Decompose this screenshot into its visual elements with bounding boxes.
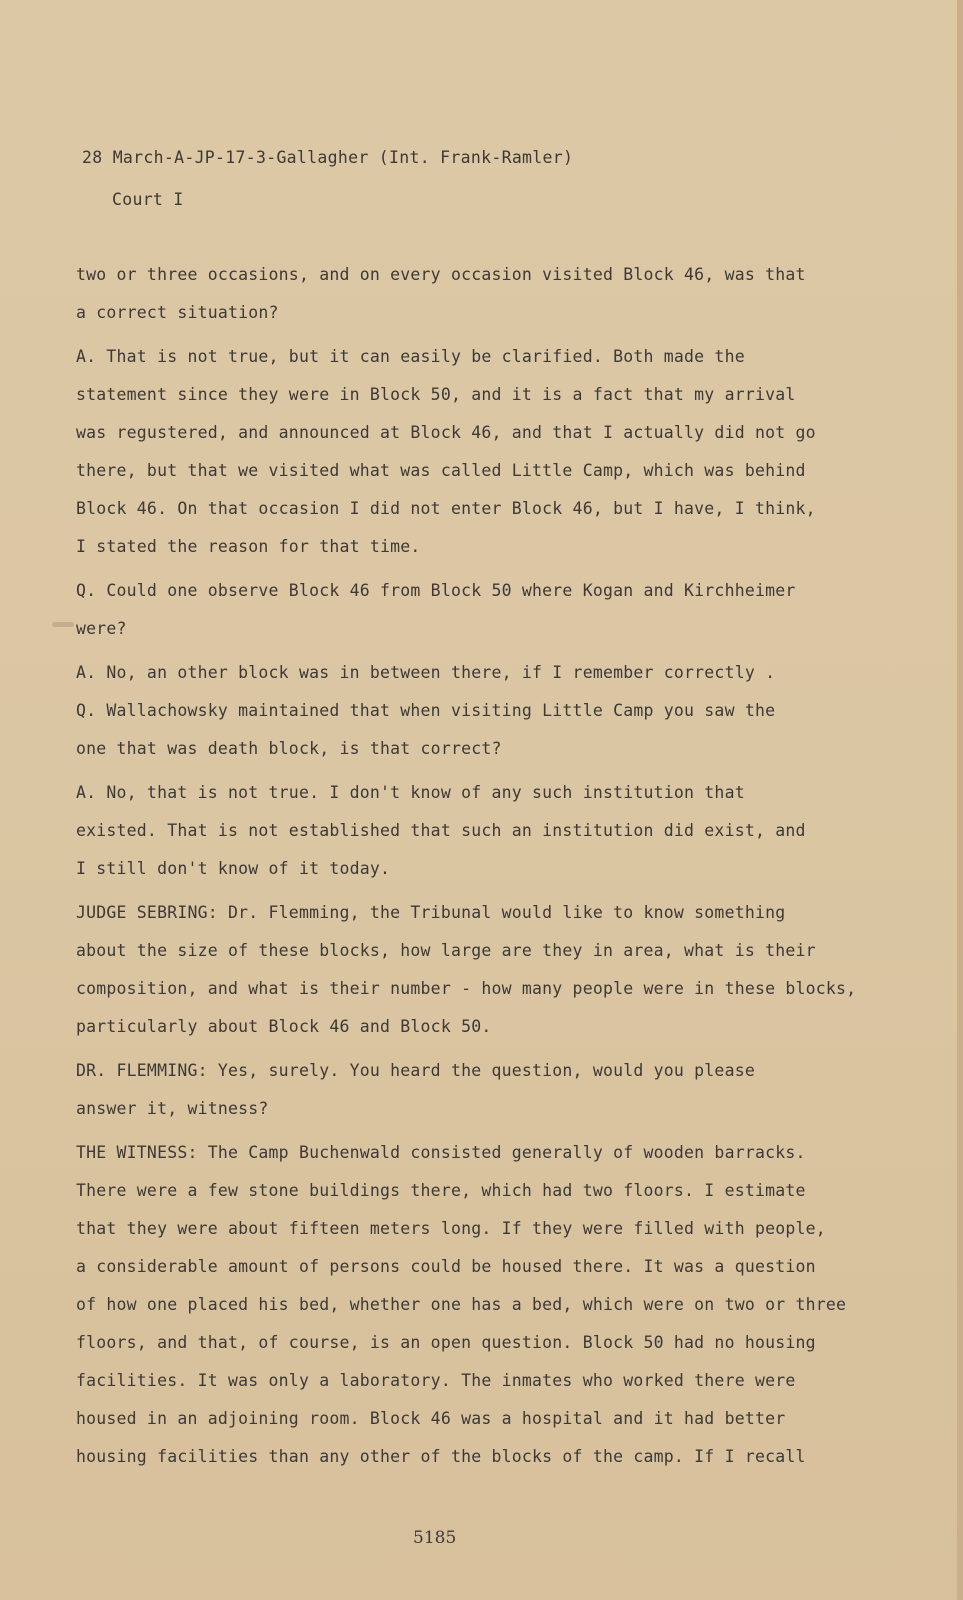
transcript-line: floors, and that, of course, is an open question. Block 50 had no housing — [76, 1333, 816, 1352]
transcript-line: facilities. It was only a laboratory. The inmates who worked there were — [76, 1371, 796, 1390]
transcript-line: THE WITNESS: The Camp Buchenwald consisted generally of wooden barracks. — [76, 1143, 806, 1162]
transcript-line: there, but that we visited what was called Little Camp, which was behind — [76, 461, 806, 480]
transcript-line: A. No, that is not true. I don't know of any such institution that — [76, 783, 745, 802]
court-label: Court I — [112, 190, 184, 209]
transcript-line: particularly about Block 46 and Block 50. — [76, 1017, 492, 1036]
transcript-line: A. No, an other block was in between there, if I remember correctly . — [76, 663, 776, 682]
transcript-line: composition, and what is their number - how many people were in these blocks, — [76, 979, 857, 998]
transcript-line: I stated the reason for that time. — [76, 537, 421, 556]
transcript-line: DR. FLEMMING: Yes, surely. You heard the question, would you please — [76, 1061, 755, 1080]
transcript-line: was regustered, and announced at Block 46, and that I actually did not go — [76, 423, 816, 442]
transcript-line: statement since they were in Block 50, and it is a fact that my arrival — [76, 385, 796, 404]
transcript-line: Q. Wallachowsky maintained that when visiting Little Camp you saw the — [76, 701, 776, 720]
transcript-line: housed in an adjoining room. Block 46 was a hospital and it had better — [76, 1409, 786, 1428]
transcript-line: existed. That is not established that such an institution did exist, and — [76, 821, 806, 840]
paper-smudge — [52, 622, 74, 627]
transcript-line: were? — [76, 619, 127, 638]
transcript-line: about the size of these blocks, how large are they in area, what is their — [76, 941, 816, 960]
transcript-line: a considerable amount of persons could be housed there. It was a question — [76, 1257, 816, 1276]
transcript-line: a correct situation? — [76, 303, 279, 322]
transcript-line: answer it, witness? — [76, 1099, 269, 1118]
page-caption: 28 March-A-JP-17-3-Gallagher (Int. Frank-Ramler) — [82, 148, 574, 167]
transcript-line: Block 46. On that occasion I did not enter Block 46, but I have, I think, — [76, 499, 816, 518]
transcript-line: housing facilities than any other of the blocks of the camp. If I recall — [76, 1447, 806, 1466]
transcript-line: that they were about fifteen meters long. If they were filled with people, — [76, 1219, 826, 1238]
transcript-line: one that was death block, is that correct? — [76, 739, 502, 758]
transcript-line: A. That is not true, but it can easily be clarified. Both made the — [76, 347, 745, 366]
transcript-line: of how one placed his bed, whether one has a bed, which were on two or three — [76, 1295, 847, 1314]
transcript-body — [76, 256, 857, 1476]
transcript-line: two or three occasions, and on every occasion visited Block 46, was that — [76, 265, 806, 284]
transcript-line: There were a few stone buildings there, which had two floors. I estimate — [76, 1181, 806, 1200]
transcript-line: I still don't know of it today. — [76, 859, 391, 878]
transcript-line: Q. Could one observe Block 46 from Block 50 where Kogan and Kirchheimer — [76, 581, 796, 600]
page-number: 5185 — [413, 1528, 457, 1548]
transcript-line: JUDGE SEBRING: Dr. Flemming, the Tribunal would like to know something — [76, 903, 786, 922]
